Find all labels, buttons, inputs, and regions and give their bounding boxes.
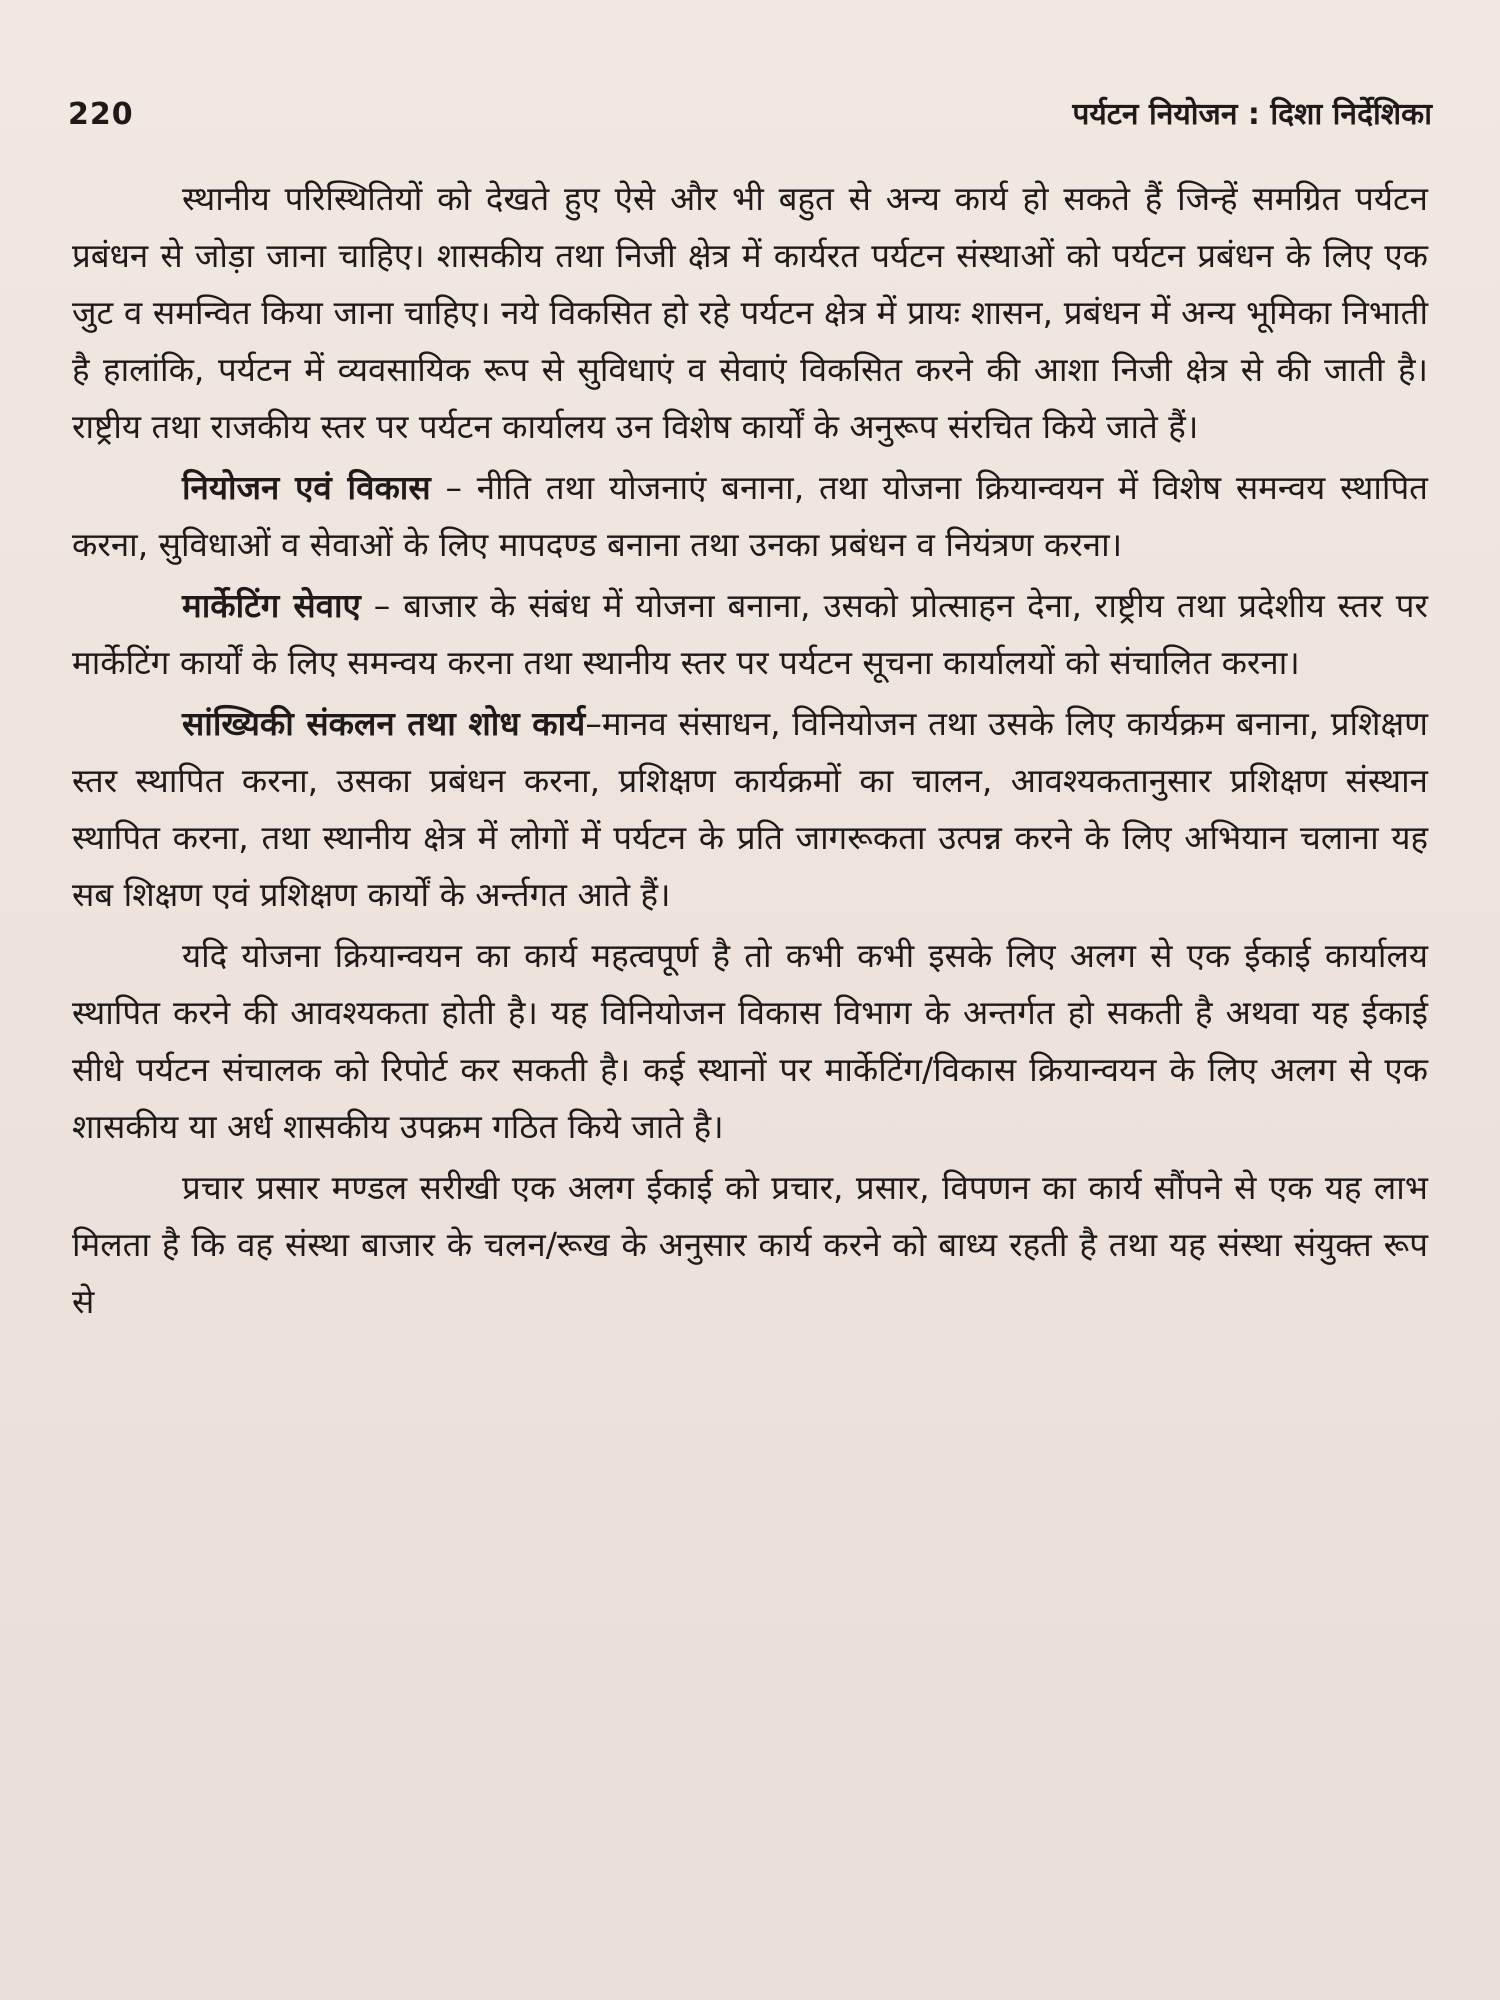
paragraph-term: नियोजन एवं विकास: [182, 468, 431, 507]
paragraph-text: स्थानीय परिस्थितियों को देखते हुए ऐसे और भी बहुत से अन्य कार्य हो सकते हैं जिन्हें समग्रित पर्यटन प्रबंधन से जोड़ा जाना चाहिए। शासकीय तथा निजी क्षेत्र में कार्यरत पर्यटन संस्थाओं को पर्यटन प्रबंधन के लिए एक जुट व समन्वित किया जाना चाहिए। नये विकसित हो रहे पर्यटन क्षेत्र में प्रायः शासन, प्रबंधन में अन्य भूमिका निभाती है हालांकि, पर्यटन में व्यवसायिक रूप से सुविधाएं व सेवाएं विकसित करने की आशा निजी क्षेत्र से की जाती है। राष्ट्रीय तथा राजकीय स्तर पर पर्यटन कार्यालय उन विशेष कार्यों के अनुरूप संरचित किये जाते हैं।: [72, 179, 1428, 446]
running-title: पर्यटन नियोजन : दिशा निर्देशिका: [1072, 97, 1432, 132]
paragraph-term: सांख्यिकी संकलन तथा शोध कार्य: [182, 704, 586, 743]
paragraph-term: मार्केटिंग सेवाए: [182, 586, 361, 625]
paragraph-text: – बाजार के संबंध में योजना बनाना, उसको प्रोत्साहन देना, राष्ट्रीय तथा प्रदेशीय स्तर पर मार्केटिंग कार्यों के लिए समन्वय करना तथा स्थानीय स्तर पर पर्यटन सूचना कार्यालयों को संचालित करना।: [72, 586, 1428, 682]
paragraph-implementation-unit: [72, 927, 1428, 1155]
body-text: [72, 170, 1428, 1330]
page-number: 220: [68, 97, 134, 132]
paragraph-planning-development: [72, 459, 1428, 573]
paragraph-intro: [72, 170, 1428, 455]
paragraph-text: – नीति तथा योजनाएं बनाना, तथा योजना क्रियान्वयन में विशेष समन्वय स्थापित करना, सुविधाओं व सेवाओं के लिए मापदण्ड बनाना तथा उनका प्रबंधन व नियंत्रण करना।: [72, 468, 1428, 564]
paragraph-text: यदि योजना क्रियान्वयन का कार्य महत्वपूर्ण है तो कभी कभी इसके लिए अलग से एक ईकाई कार्यालय स्थापित करने की आवश्यकता होती है। यह विनियोजन विकास विभाग के अन्तर्गत हो सकती है अथवा यह ईकाई सीधे पर्यटन संचालक को रिपोर्ट कर सकती है। कई स्थानों पर मार्केटिंग/विकास क्रियान्वयन के लिए अलग से एक शासकीय या अर्ध शासकीय उपक्रम गठित किये जाते है।: [72, 936, 1428, 1146]
page-header: [68, 90, 1432, 140]
paragraph-text: –मानव संसाधन, विनियोजन तथा उसके लिए कार्यक्रम बनाना, प्रशिक्षण स्तर स्थापित करना, उसका प्रबंधन करना, प्रशिक्षण कार्यक्रमों का चालन, आवश्यकतानुसार प्रशिक्षण संस्थान स्थापित करना, तथा स्थानीय क्षेत्र में लोगों में पर्यटन के प्रति जागरूकता उत्पन्न करने के लिए अभियान चलाना यह सब शिक्षण एवं प्रशिक्षण कार्यों के अर्न्तगत आते हैं।: [72, 704, 1429, 914]
paragraph-marketing-services: [72, 577, 1428, 691]
paragraph-text: प्रचार प्रसार मण्डल सरीखी एक अलग ईकाई को प्रचार, प्रसार, विपणन का कार्य सौंपने से एक यह लाभ मिलता है कि वह संस्था बाजार के चलन/रूख के अनुसार कार्य करने को बाध्य रहती है तथा यह संस्था संयुक्त रूप से: [72, 1168, 1428, 1321]
paragraph-statistics-research: [72, 695, 1428, 923]
paragraph-publicity-board: [72, 1159, 1428, 1330]
